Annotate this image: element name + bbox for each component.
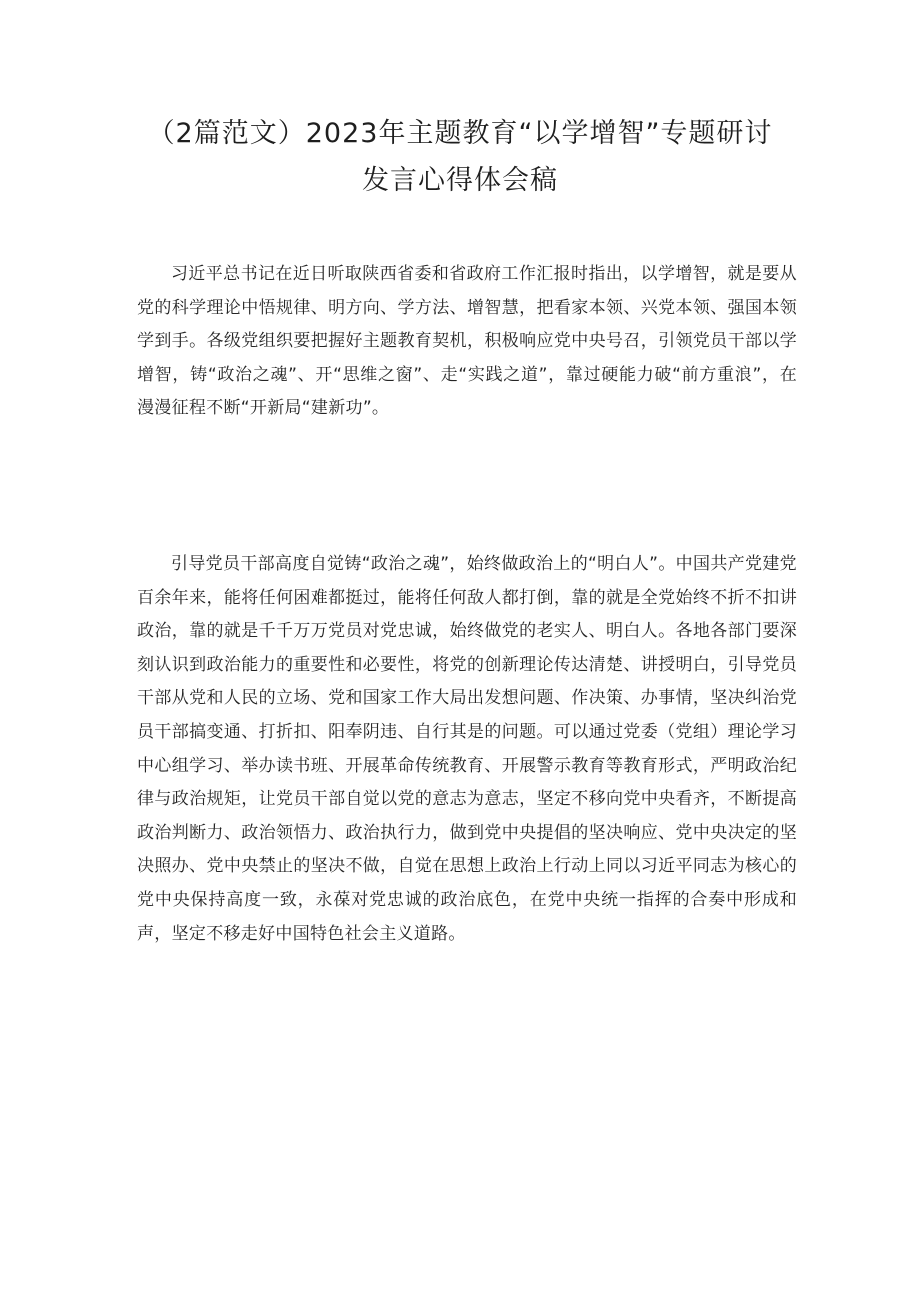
document-title-line-1: （2篇范文）2023年主题教育“以学增智”专题研讨 bbox=[147, 118, 773, 149]
body-paragraph-2: 引导党员干部高度自觉铸“政治之魂”，始终做政治上的“明白人”。中国共产党建党百余年来，能将任何困难都挺过，能将任何敌人都打倒，靠的就是全党始终不折不扣讲政治，靠的就是千千万万党员对党忠诚，始终做党的老实人、明白人。各地各部门要深刻认识到政治能力的重要性和必要性，将党的创新理论传达清楚、讲授明白，引导党员干部从党和人民的立场、党和国家工作大局出发想问题、作决策、办事情，坚决纠治党员干部搞变通、打折扣、阳奉阴违、自行其是的问题。可以通过党委（党组）理论学习中心组学习、举办读书班、开展革命传统教育、开展警示教育等教育形式，严明政治纪律与政治规矩，让党员干部自觉以党的意志为意志，坚定不移向党中央看齐，不断提高政治判断力、政治领悟力、政治执行力，做到党中央提倡的坚决响应、党中央决定的坚决照办、党中央禁止的坚决不做，自觉在思想上政治上行动上同以习近平同志为核心的党中央保持高度一致，永葆对党忠诚的政治底色，在党中央统一指挥的合奏中形成和声，坚定不移走好中国特色社会主义道路。 bbox=[137, 554, 797, 944]
body-paragraph-1: 习近平总书记在近日听取陕西省委和省政府工作汇报时指出，以学增智，就是要从党的科学理论中悟规律、明方向、学方法、增智慧，把看家本领、兴党本领、强国本领学到手。各级党组织要把握好主题教育契机，积极响应党中央号召，引领党员干部以学增智，铸“政治之魂”、开“思维之窗”、走“实践之道”，靠过硬能力破“前方重浪”，在漫漫征程不断“开新局“建新功”。 bbox=[137, 264, 797, 419]
document-title-line-2: 发言心得体会稿 bbox=[362, 165, 558, 196]
